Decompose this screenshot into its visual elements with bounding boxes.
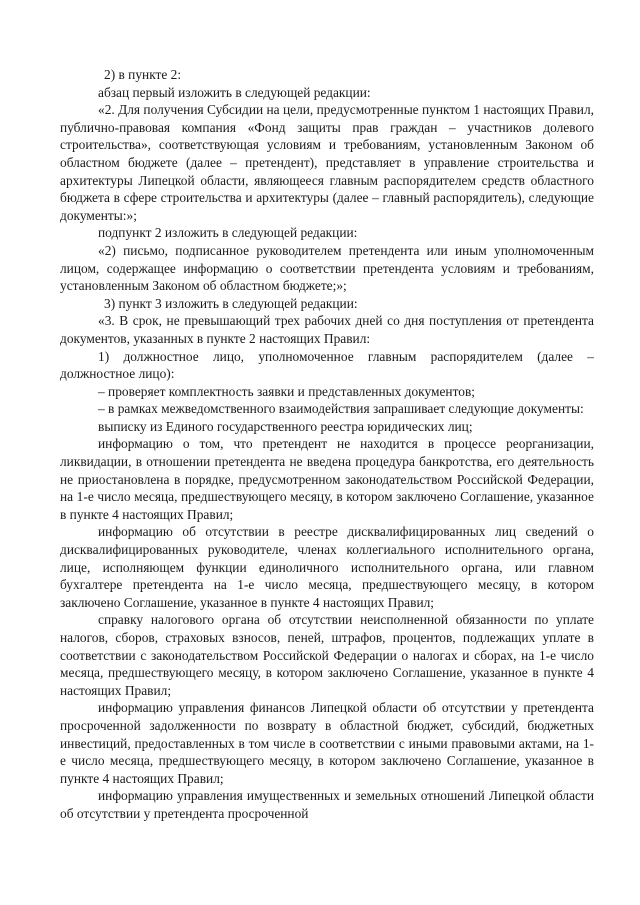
paragraph-official-definition: 1) должностное лицо, уполномоченное главным распорядителем (далее – должностное лицо): bbox=[60, 348, 594, 382]
paragraph-point-2-new-text: «2. Для получения Субсидии на цели, предусмотренные пунктом 1 настоящих Правил, публично-правовая компания «Фонд защиты прав граждан – участников долевого строительства», соответствующая условиям и требованиям, установленным Законом об областном бюджете (далее – претендент), представляет в управление строительства и архитектуры Липецкой области, являющееся главным распорядителем средств областного бюджета в сфере строительства и архитектуры (далее – главный распорядитель), следующие документы:»; bbox=[60, 102, 594, 223]
paragraph-subpoint-2-new-text: «2) письмо, подписанное руководителем претендента или иным уполномоченным лицом, содержащее информацию о соответствии претендента условиям и требованиям, установленным Законом об областном бюджете;»; bbox=[60, 242, 594, 294]
paragraph-property-relations-info: информацию управления имущественных и земельных отношений Липецкой области об отсутствии у претендента просроченной bbox=[60, 788, 594, 821]
paragraph-disqualified-persons-info: информацию об отсутствии в реестре дисквалифицированных лиц сведений о дисквалифицированных руководителе, членах коллегиального исполнительного органа, лице, исполняющем функции единоличного исполнительного органа, или главном бухгалтере претендента на 1-е число месяца, предшествующего месяцу, в котором заключено Соглашение, указанное в пункте 4 настоящих Правил; bbox=[60, 524, 594, 610]
paragraph-first-abzac-instruction: абзац первый изложить в следующей редакции: bbox=[98, 84, 371, 100]
document-body bbox=[60, 66, 594, 823]
paragraph-egrul-extract: выписку из Единого государственного реестра юридических лиц; bbox=[98, 418, 473, 434]
paragraph-interagency-request: – в рамках межведомственного взаимодействия запрашивает следующие документы: bbox=[98, 401, 584, 417]
paragraph-subpoint-2-instruction: подпункт 2 изложить в следующей редакции: bbox=[98, 225, 358, 241]
paragraph-tax-certificate: справку налогового органа об отсутствии неисполненной обязанности по уплате налогов, сборов, страховых взносов, пеней, штрафов, процентов, подлежащих уплате в соответствии с законодательством Российской Федерации о налогах и сборах, на 1-е число месяца, предшествующего месяцу, в котором заключено Соглашение, указанное в пункте 4 настоящих Правил; bbox=[60, 612, 594, 698]
paragraph-point-3-new-text: «3. В срок, не превышающий трех рабочих дней со дня поступления от претендента документов, указанных в пункте 2 настоящих Правил: bbox=[60, 313, 594, 346]
paragraph-item-3-instruction: 3) пункт 3 изложить в следующей редакции: bbox=[104, 295, 358, 311]
paragraph-item-2-in-point-2: 2) в пункте 2: bbox=[104, 67, 182, 82]
paragraph-check-completeness: – проверяет комплектность заявки и представленных документов; bbox=[98, 383, 476, 399]
paragraph-finance-department-info: информацию управления финансов Липецкой области об отсутствии у претендента просроченной задолженности по возврату в областной бюджет, субсидий, бюджетных инвестиций, предоставленных в том числе в соответствии с иными правовыми актами, на 1-е число месяца, предшествующего месяцу, в котором заключено Соглашение, указанное в пункте 4 настоящих Правил; bbox=[60, 700, 594, 786]
paragraph-reorganization-info: информацию о том, что претендент не находится в процессе реорганизации, ликвидации, в отношении претендента не введена процедура банкротства, его деятельность не приостановлена в порядке, предусмотренном законодательством Российской Федерации, на 1-е число месяца, предшествующего месяцу, в котором заключено Соглашение, указанное в пункте 4 настоящих Правил; bbox=[60, 436, 594, 522]
